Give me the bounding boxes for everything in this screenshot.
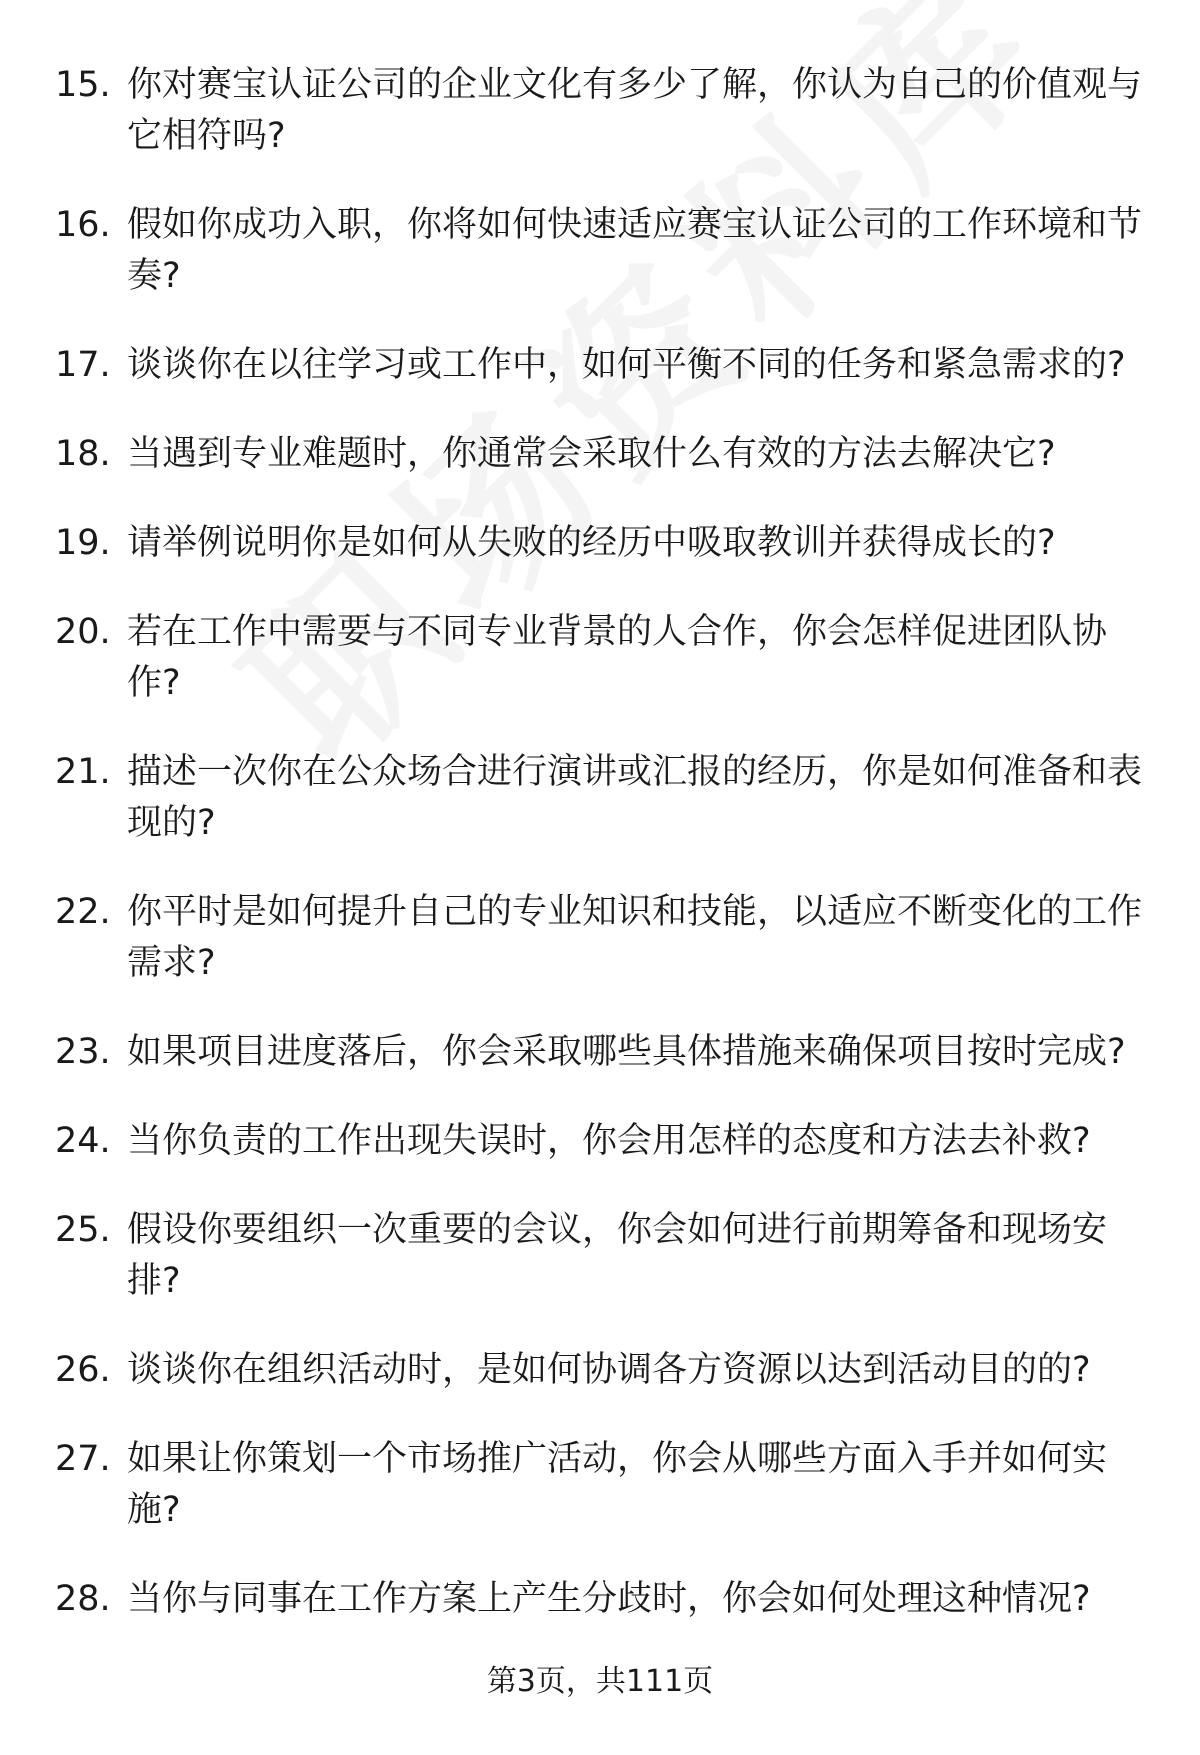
question-text: 若在工作中需要与不同专业背景的人合作，你会怎样促进团队协作? [127, 612, 1108, 703]
question-text: 你平时是如何提升自己的专业知识和技能，以适应不断变化的工作需求? [127, 892, 1143, 983]
question-text: 假如你成功入职，你将如何快速适应赛宝认证公司的工作环境和节奏? [127, 205, 1143, 296]
question-text: 如果项目进度落后，你会采取哪些具体措施来确保项目按时完成? [127, 1032, 1126, 1072]
question-item [55, 747, 1145, 849]
question-item [55, 60, 1145, 162]
question-text: 谈谈你在以往学习或工作中，如何平衡不同的任务和紧急需求的? [127, 345, 1126, 385]
question-item [55, 1434, 1145, 1536]
question-item [55, 200, 1145, 302]
question-text: 如果让你策划一个市场推广活动，你会从哪些方面入手并如何实施? [127, 1439, 1108, 1530]
question-number: 17. [55, 345, 111, 385]
question-text: 当遇到专业难题时，你通常会采取什么有效的方法去解决它? [127, 434, 1056, 474]
question-text: 当你负责的工作出现失误时，你会用怎样的态度和方法去补救? [127, 1121, 1091, 1161]
question-item [55, 429, 1145, 480]
question-number: 23. [55, 1032, 111, 1072]
question-item [55, 1345, 1145, 1396]
question-number: 25. [55, 1210, 111, 1250]
question-text: 谈谈你在组织活动时，是如何协调各方资源以达到活动目的的? [127, 1350, 1091, 1390]
question-list [55, 60, 1145, 1663]
question-text: 你对赛宝认证公司的企业文化有多少了解，你认为自己的价值观与它相符吗? [127, 65, 1143, 156]
question-item [55, 1574, 1145, 1625]
question-number: 22. [55, 892, 111, 932]
question-number: 21. [55, 752, 111, 792]
page-number-footer: 第3页，共111页 [486, 1664, 714, 1699]
question-number: 15. [55, 65, 111, 105]
question-number: 19. [55, 523, 111, 563]
question-number: 18. [55, 434, 111, 474]
question-item [55, 1205, 1145, 1307]
question-number: 28. [55, 1579, 111, 1619]
question-text: 请举例说明你是如何从失败的经历中吸取教训并获得成长的? [127, 523, 1056, 563]
question-number: 24. [55, 1121, 111, 1161]
question-text: 假设你要组织一次重要的会议，你会如何进行前期筹备和现场安排? [127, 1210, 1108, 1301]
question-item [55, 1116, 1145, 1167]
question-text: 当你与同事在工作方案上产生分歧时，你会如何处理这种情况? [127, 1579, 1091, 1619]
question-item [55, 340, 1145, 391]
question-number: 26. [55, 1350, 111, 1390]
question-number: 20. [55, 612, 111, 652]
question-item [55, 887, 1145, 989]
question-text: 描述一次你在公众场合进行演讲或汇报的经历，你是如何准备和表现的? [127, 752, 1143, 843]
question-number: 16. [55, 205, 111, 245]
question-item [55, 607, 1145, 709]
question-item [55, 518, 1145, 569]
question-number: 27. [55, 1439, 111, 1479]
question-item [55, 1027, 1145, 1078]
